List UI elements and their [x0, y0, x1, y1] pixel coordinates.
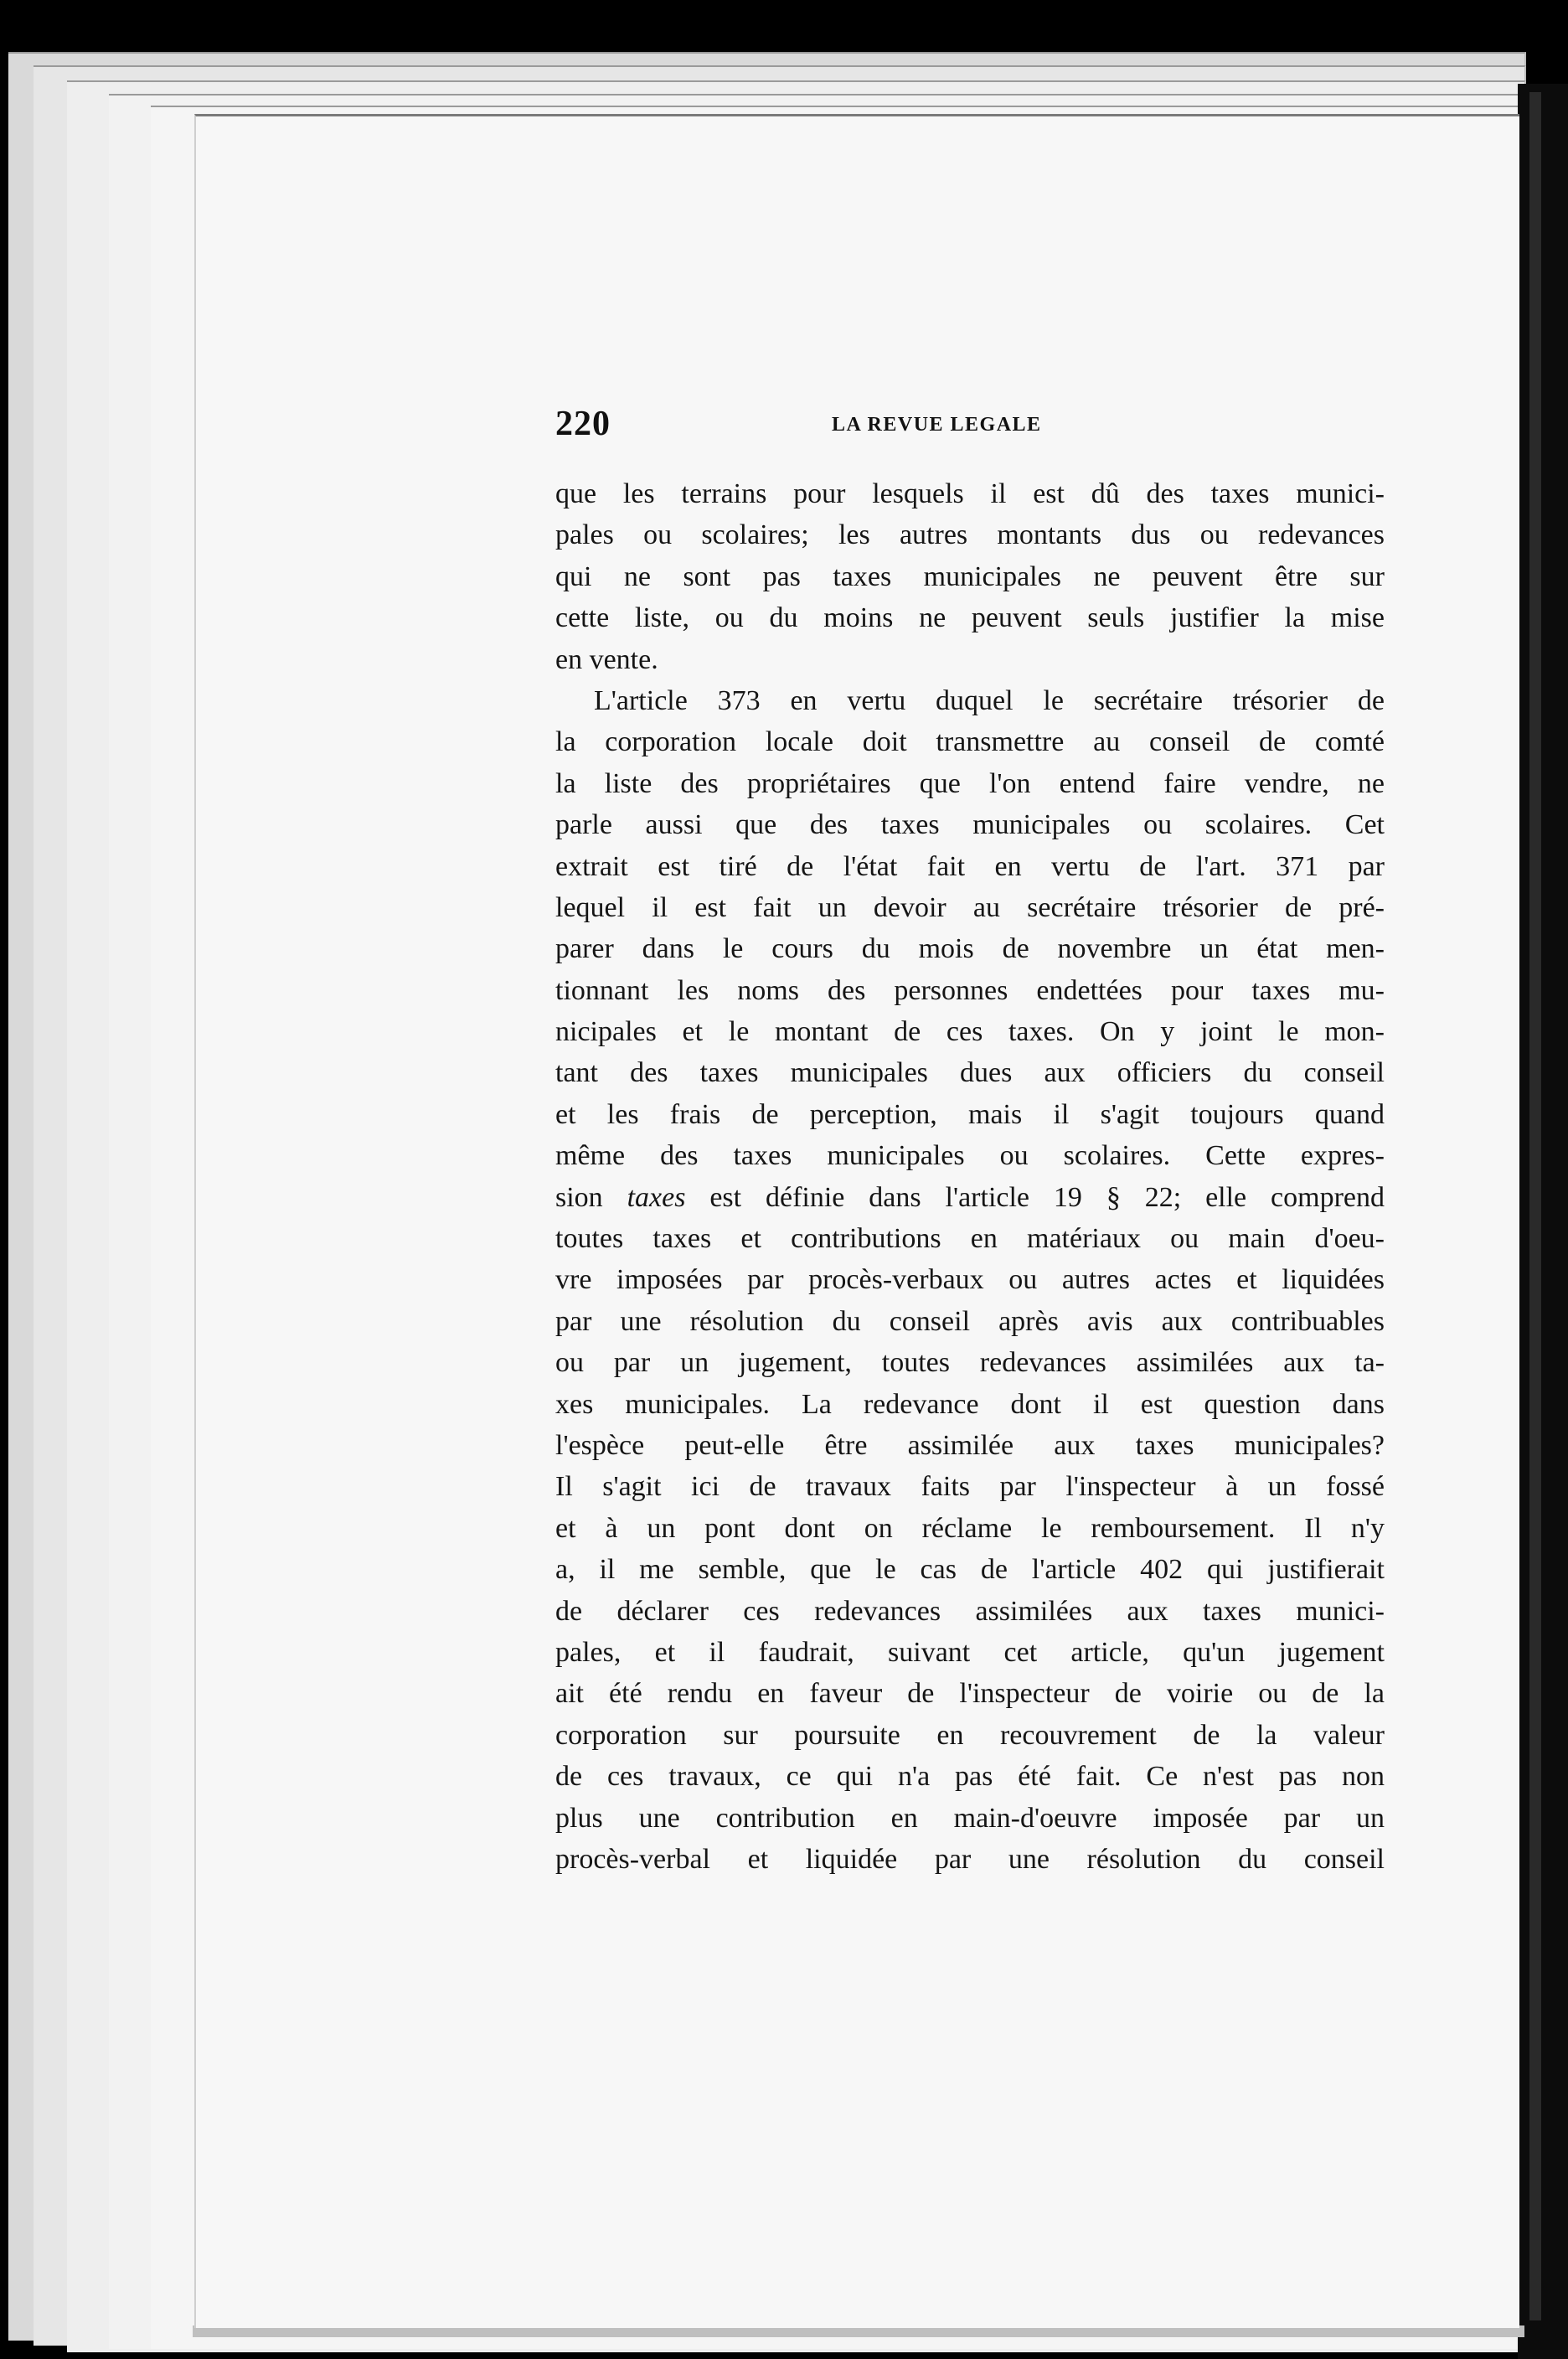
- text-line: ait été rendu en faveur de l'inspecteur de voirie ou de la: [555, 1678, 1385, 1710]
- text-line: tant des taxes municipales dues aux officiers du conseil: [555, 1057, 1385, 1089]
- text-line: Il s'agit ici de travaux faits par l'inspecteur à un fossé: [555, 1471, 1385, 1503]
- text-line: même des taxes municipales ou scolaires. Cette expres-: [555, 1140, 1385, 1172]
- text-line-with-italic: [555, 1177, 1385, 1218]
- text-fragment: sion: [555, 1181, 627, 1213]
- text-line: parle aussi que des taxes municipales ou scolaires. Cet: [555, 809, 1385, 841]
- text-line: qui ne sont pas taxes municipales ne peuvent être sur: [555, 560, 1385, 592]
- text-line: en vente.: [555, 643, 658, 675]
- running-title: LA REVUE LEGALE: [832, 414, 1042, 436]
- page-header: [555, 404, 1385, 454]
- body-text: [555, 473, 1385, 1880]
- text-line: procès-verbal et liquidée par une résolution du conseil: [555, 1843, 1385, 1875]
- text-line: extrait est tiré de l'état fait en vertu de l'art. 371 par: [555, 850, 1385, 882]
- text-line: L'article 373 en vertu duquel le secrétaire trésorier de: [594, 684, 1385, 716]
- text-line: de ces travaux, ce qui n'a pas été fait. Ce n'est pas non: [555, 1761, 1385, 1793]
- text-line: parer dans le cours du mois de novembre un état men-: [555, 933, 1385, 965]
- text-line: l'espèce peut-elle être assimilée aux taxes municipales?: [555, 1429, 1385, 1461]
- binding-shadow: [1518, 84, 1568, 2359]
- text-line: et à un pont dont on réclame le remboursement. Il n'y: [555, 1512, 1385, 1544]
- text-line: nicipales et le montant de ces taxes. On y joint le mon-: [555, 1016, 1385, 1048]
- text-line: xes municipales. La redevance dont il est question dans: [555, 1388, 1385, 1420]
- text-line: cette liste, ou du moins ne peuvent seuls justifier la mise: [555, 602, 1385, 634]
- text-line: la liste des propriétaires que l'on entend faire vendre, ne: [555, 767, 1385, 799]
- text-line: a, il me semble, que le cas de l'article 402 qui justifierait: [555, 1554, 1385, 1586]
- text-line: de déclarer ces redevances assimilées aux taxes munici-: [555, 1595, 1385, 1627]
- text-line: plus une contribution en main-d'oeuvre imposée par un: [555, 1802, 1385, 1834]
- text-line: ou par un jugement, toutes redevances assimilées aux ta-: [555, 1347, 1385, 1379]
- page-number: 220: [555, 405, 611, 443]
- text-line: lequel il est fait un devoir au secrétaire trésorier de pré-: [555, 891, 1385, 923]
- italic-term: taxes: [627, 1181, 686, 1213]
- binding-edge: [1529, 92, 1541, 2320]
- text-line: que les terrains pour lesquels il est dû des taxes munici-: [555, 478, 1385, 509]
- text-line: par une résolution du conseil après avis aux contribuables: [555, 1305, 1385, 1337]
- text-fragment: est définie dans l'article 19 § 22; elle comprend: [685, 1181, 1385, 1213]
- text-line: corporation sur poursuite en recouvrement de la valeur: [555, 1719, 1385, 1751]
- text-line: tionnant les noms des personnes endettées pour taxes mu-: [555, 974, 1385, 1006]
- text-line: toutes taxes et contributions en matériaux ou main d'oeu-: [555, 1223, 1385, 1255]
- text-line: pales, et il faudrait, suivant cet article, qu'un jugement: [555, 1636, 1385, 1668]
- text-line: vre imposées par procès-verbaux ou autres actes et liquidées: [555, 1264, 1385, 1296]
- text-line: pales ou scolaires; les autres montants dus ou redevances: [555, 519, 1385, 551]
- text-line: et les frais de perception, mais il s'agit toujours quand: [555, 1098, 1385, 1130]
- text-line: la corporation locale doit transmettre au conseil de comté: [555, 726, 1385, 758]
